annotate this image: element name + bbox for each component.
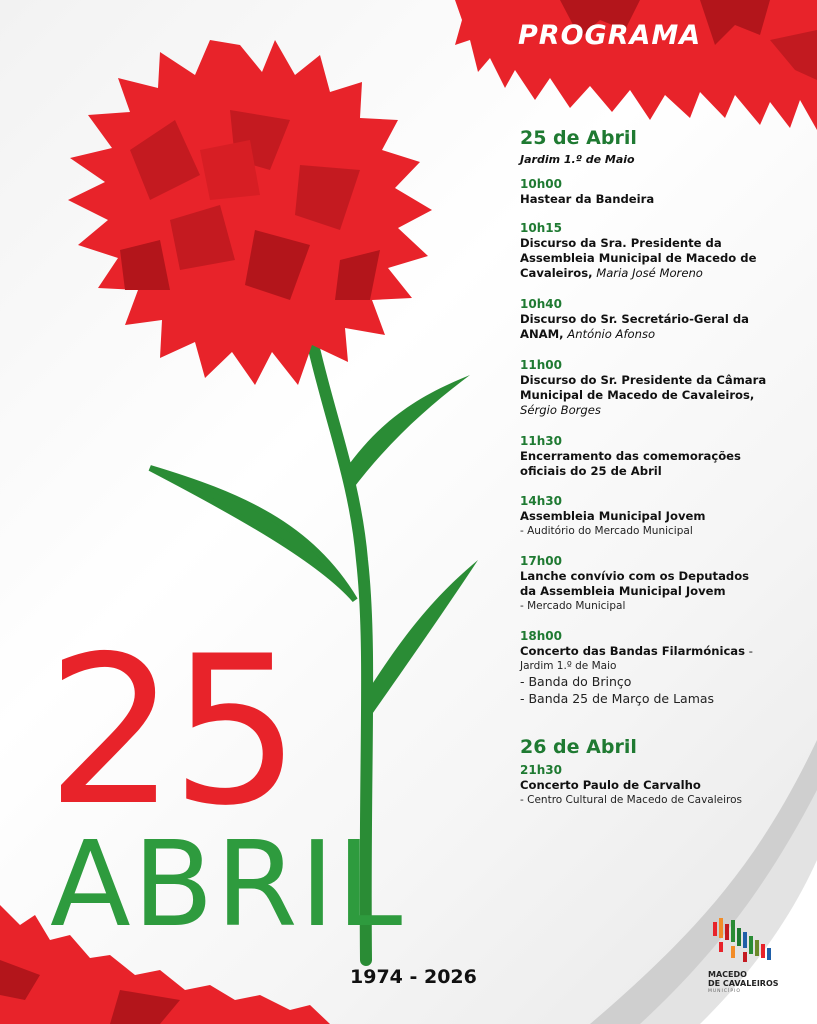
- logo-line-2: DE CAVALEIROS: [708, 979, 779, 988]
- leaf-left: [150, 468, 355, 600]
- event-title: Hastear da Bandeira: [520, 192, 655, 206]
- event-title-suffix: -: [745, 644, 753, 658]
- day-title-26: 26 de Abril: [520, 736, 637, 758]
- event-title-line: Lanche convívio com os Deputados: [520, 569, 750, 583]
- event-title-line: [520, 644, 785, 659]
- band-item: - Banda 25 de Março de Lamas: [520, 691, 715, 706]
- event-time: 17h00: [520, 554, 562, 568]
- event-title-line: oficiais do 25 de Abril: [520, 464, 662, 478]
- event-time: 10h40: [520, 297, 562, 311]
- event-1700: [520, 554, 785, 613]
- event-1430: [520, 494, 785, 538]
- event-title-bold: Concerto das Bandas Filarmónicas: [520, 644, 746, 658]
- event-time: 18h00: [520, 629, 562, 643]
- band-item: - Banda do Brinço: [520, 674, 632, 689]
- event-title-line: Assembleia Municipal Jovem: [520, 509, 706, 523]
- day-title-25: 25 de Abril: [520, 127, 637, 149]
- event-1800: [520, 629, 785, 707]
- event-title-line: [520, 266, 785, 281]
- logo-line-1: MACEDO: [708, 970, 747, 979]
- event-title-line: da Assembleia Municipal Jovem: [520, 584, 726, 598]
- program-title: PROGRAMA: [518, 20, 702, 51]
- event-location: - Centro Cultural de Macedo de Cavaleiros: [520, 794, 742, 806]
- event-1000: [520, 177, 785, 207]
- event-location: - Auditório do Mercado Municipal: [520, 525, 693, 537]
- event-title-line: Assembleia Municipal de Macedo de: [520, 251, 757, 265]
- event-title-line: Encerramento das comemorações: [520, 449, 741, 463]
- day-venue-25: Jardim 1.º de Maio: [520, 153, 635, 166]
- leaf-right-top: [345, 375, 470, 490]
- headline-years: 1974 - 2026: [350, 966, 477, 988]
- event-title-line: Concerto Paulo de Carvalho: [520, 778, 701, 792]
- event-title-line: [520, 327, 785, 342]
- event-time: 10h15: [520, 221, 562, 235]
- event-speaker: António Afonso: [563, 327, 656, 341]
- event-1015: [520, 221, 785, 281]
- headline-month: ABRIL: [50, 815, 405, 953]
- event-speaker: Sérgio Borges: [520, 403, 601, 417]
- event-title-line: Discurso da Sra. Presidente da: [520, 236, 722, 250]
- event-location: - Mercado Municipal: [520, 600, 626, 612]
- event-title-line: Discurso do Sr. Secretário-Geral da: [520, 312, 749, 326]
- event-title-bold: ANAM,: [520, 327, 564, 341]
- event-speaker: Maria José Moreno: [592, 266, 703, 280]
- event-title-line: [520, 403, 785, 418]
- leaf-right-bottom: [362, 560, 478, 720]
- carnation-petals-outer: [68, 40, 432, 385]
- logo-wordmark: [708, 970, 779, 988]
- event-time: 21h30: [520, 763, 562, 777]
- event-time: 14h30: [520, 494, 562, 508]
- event-1130: [520, 434, 785, 479]
- event-1040: [520, 297, 785, 342]
- event-time: 11h30: [520, 434, 562, 448]
- logo-subtitle: MUNICÍPIO: [708, 989, 741, 994]
- event-time: 11h00: [520, 358, 562, 372]
- event-1100: [520, 358, 785, 418]
- event-location: Jardim 1.º de Maio: [520, 660, 617, 672]
- event-title-bold: Cavaleiros,: [520, 266, 593, 280]
- event-time: 10h00: [520, 177, 562, 191]
- event-title-line: Discurso do Sr. Presidente da Câmara: [520, 373, 767, 387]
- event-2130: [520, 763, 785, 807]
- headline-number: 25: [46, 613, 295, 851]
- event-title-line: Municipal de Macedo de Cavaleiros,: [520, 388, 755, 402]
